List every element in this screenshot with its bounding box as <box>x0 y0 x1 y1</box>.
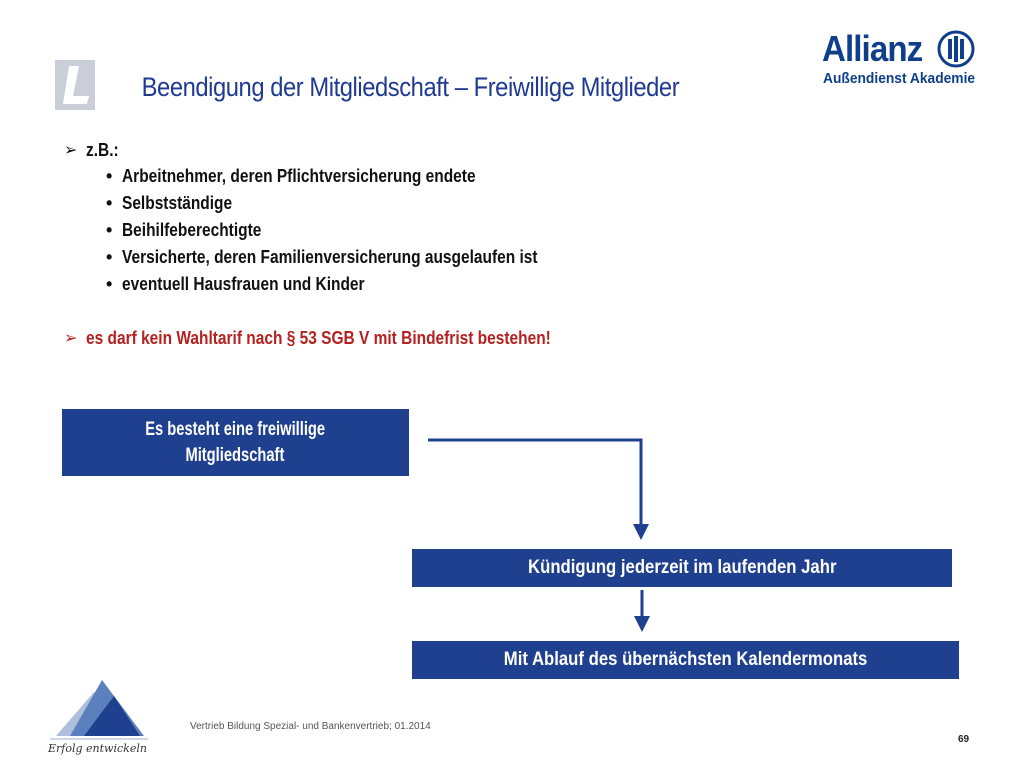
flow-box-cancellation-text: Kündigung jederzeit im laufenden Jahr <box>527 557 837 578</box>
page-title: Beendigung der Mitgliedschaft – Freiwillige Mitglieder <box>141 72 680 102</box>
bullet-list <box>64 137 964 351</box>
warning-text: es darf kein Wahltarif nach § 53 SGB V mit Bindefrist bestehen! <box>86 327 551 348</box>
arrow-bullet-icon: ➢ <box>64 142 78 159</box>
list-item <box>64 190 964 217</box>
dot-bullet-icon: • <box>106 274 113 294</box>
brand-subtitle: Außendienst Akademie <box>823 70 976 87</box>
flow-arrow-down-icon <box>634 616 650 632</box>
flow-box-membership-text <box>133 417 337 469</box>
flow-arrow-down-icon <box>633 524 649 540</box>
warning-bullet <box>64 325 964 351</box>
list-item-text: Arbeitnehmer, deren Pflichtversicherung endete <box>122 166 476 186</box>
list-item-text: eventuell Hausfrauen und Kinder <box>122 274 365 294</box>
list-item <box>64 217 964 244</box>
flow-box-membership-line2: Mitgliedschaft <box>186 444 285 466</box>
flow-box-expiry-text: Mit Ablauf des übernächsten Kalendermonats <box>503 649 868 670</box>
list-item <box>64 244 964 271</box>
list-item-text: Versicherte, deren Familienversicherung ausgelaufen ist <box>122 247 538 267</box>
list-item-text: Beihilfeberechtigte <box>122 220 262 240</box>
footer-text: Vertrieb Bildung Spezial- und Bankenvertrieb; 01.2014 <box>190 721 431 732</box>
allianz-eagle-icon <box>937 30 975 68</box>
erfolg-entwickeln-logo-icon <box>44 672 154 758</box>
flow-box-cancellation <box>412 549 952 587</box>
arrow-bullet-icon: ➢ <box>64 330 78 347</box>
page-number: 69 <box>958 734 970 745</box>
dot-bullet-icon: • <box>106 193 113 213</box>
intro-text: z.B.: <box>86 139 119 160</box>
dot-bullet-icon: • <box>106 247 113 267</box>
list-item-text: Selbstständige <box>122 193 233 213</box>
brand-name: Allianz <box>822 28 923 69</box>
dot-bullet-icon: • <box>106 166 113 186</box>
flow-box-expiry <box>412 641 959 679</box>
flow-box-membership <box>62 409 409 476</box>
flow-connector-line <box>428 440 641 526</box>
allianz-logo <box>822 28 982 90</box>
list-item <box>64 163 964 190</box>
dot-bullet-icon: • <box>106 220 113 240</box>
section-l-logo-icon <box>55 60 95 110</box>
footer-slogan: Erfolg entwickeln <box>48 742 147 755</box>
list-item <box>64 271 964 298</box>
intro-bullet <box>64 137 964 163</box>
flow-box-membership-line1: Es besteht eine freiwillige <box>145 418 326 440</box>
